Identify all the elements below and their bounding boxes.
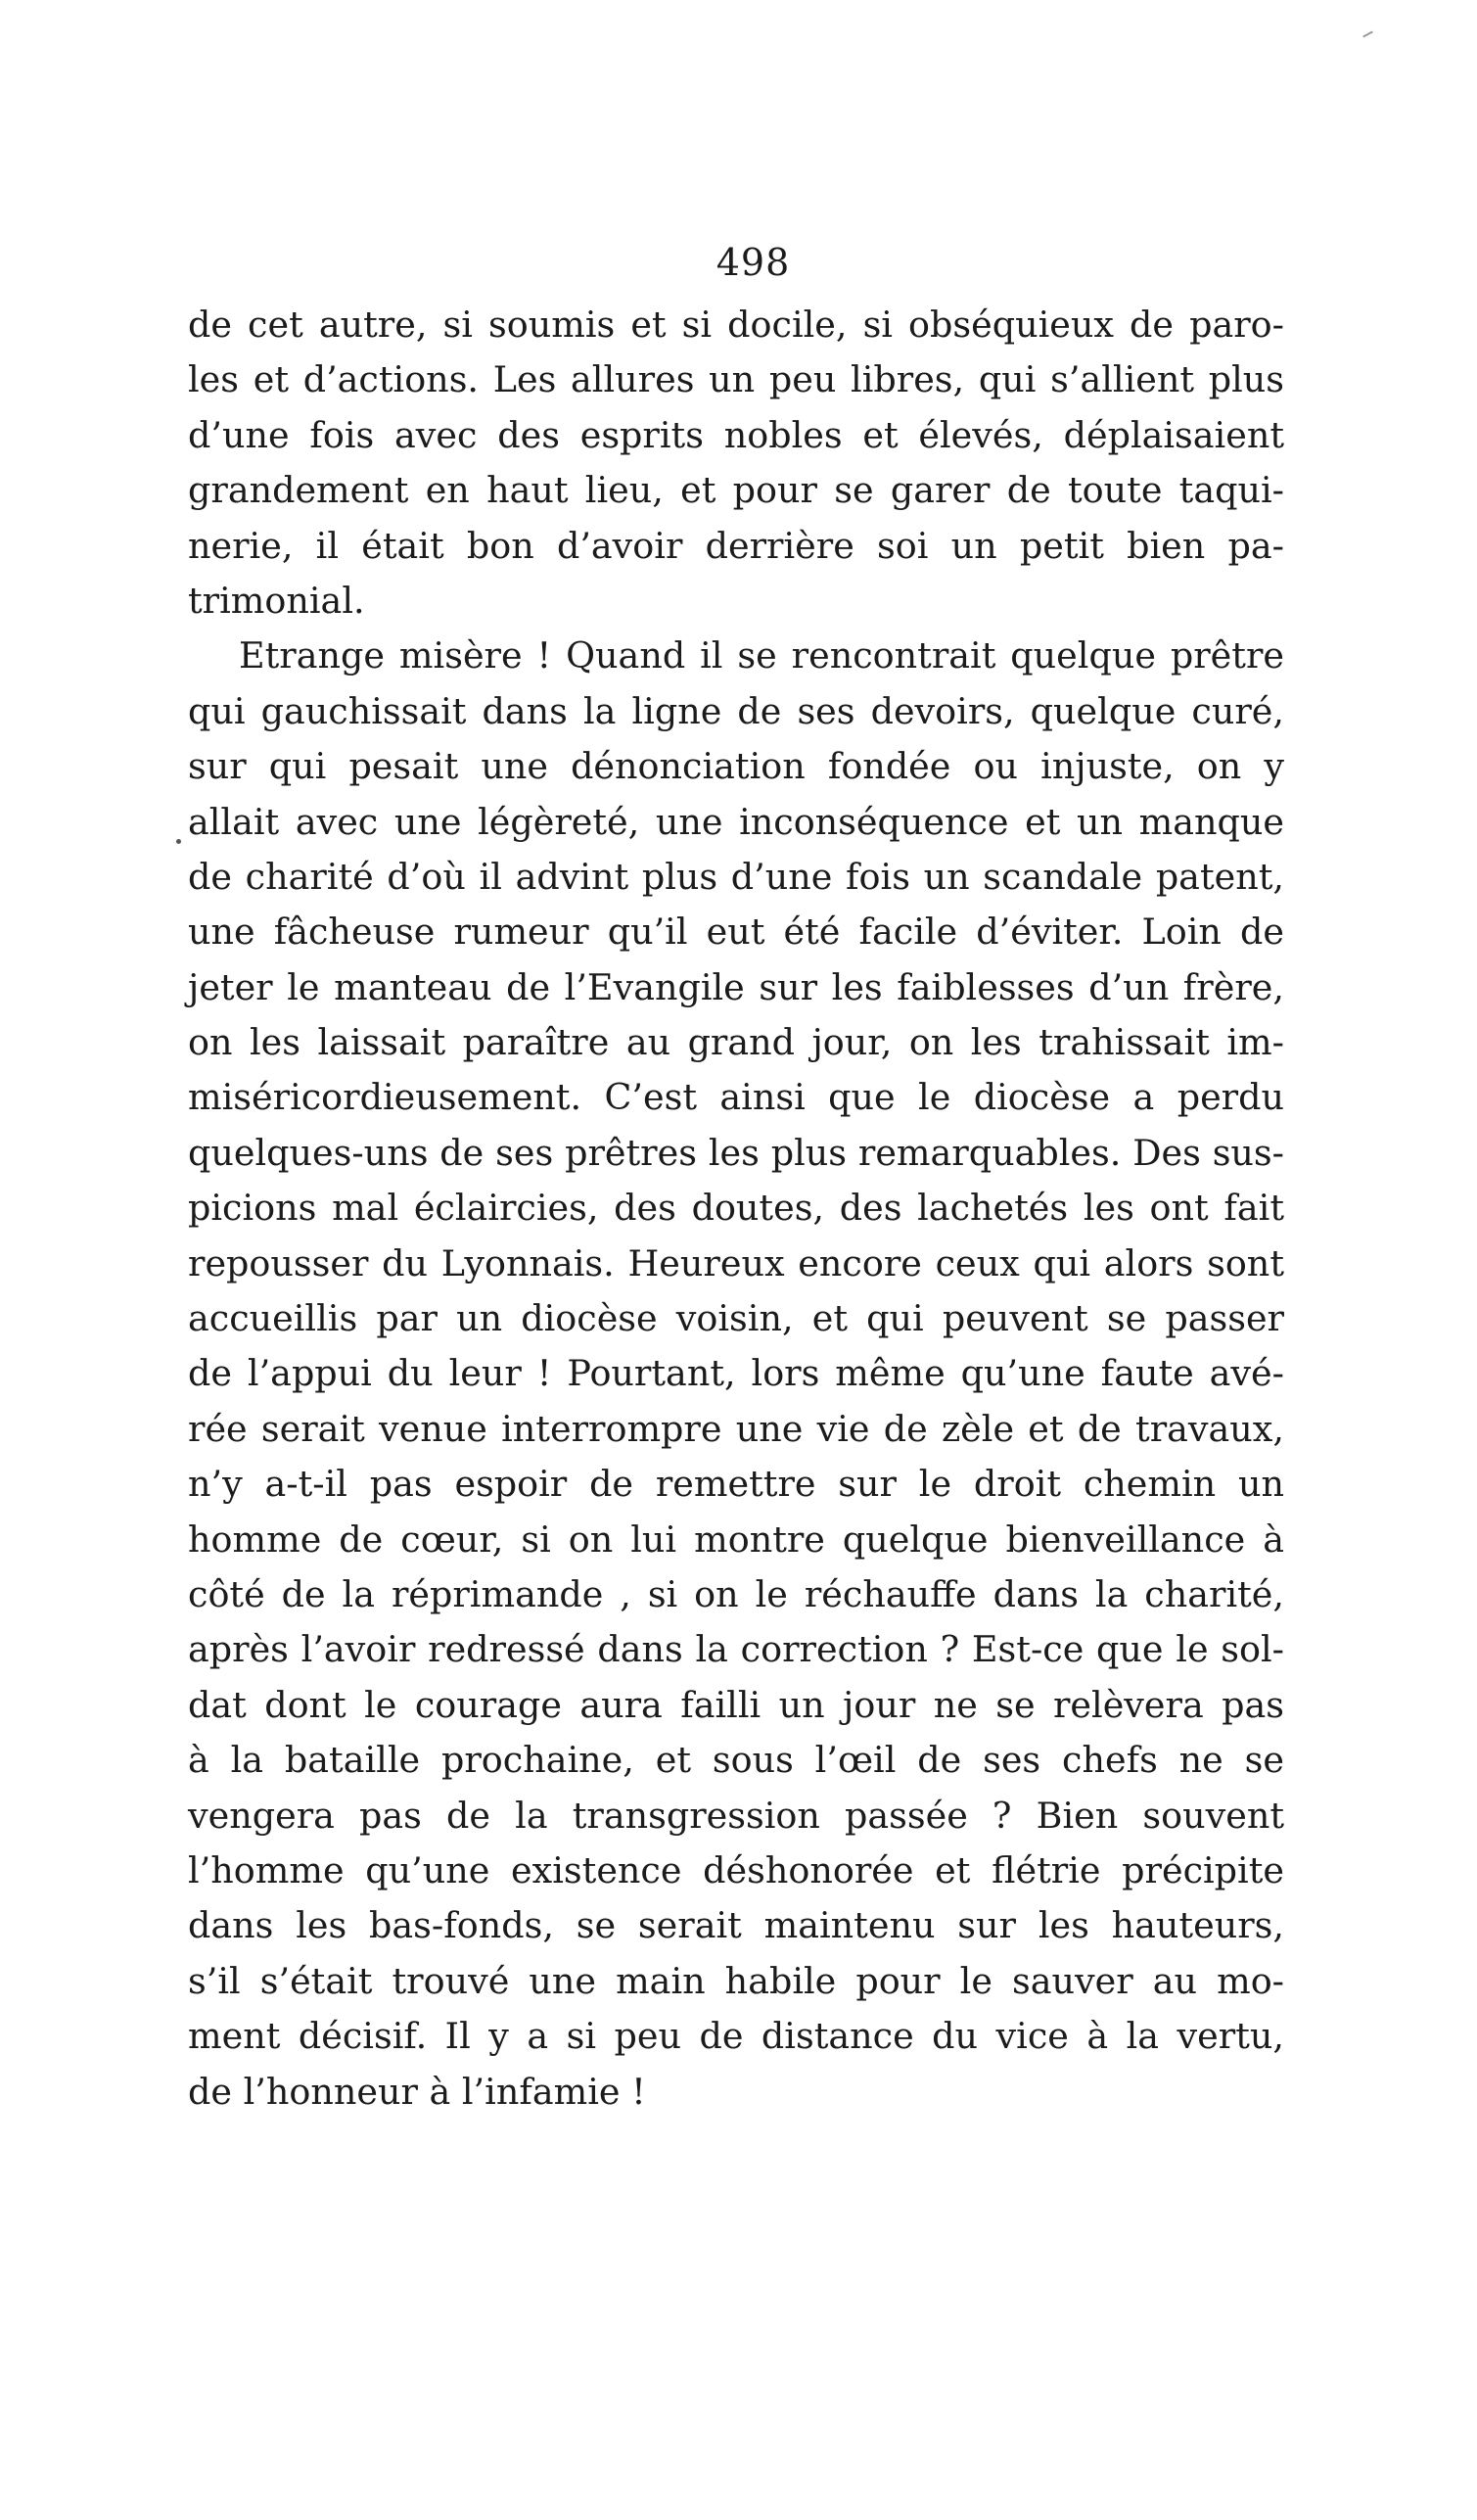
text-line: à la bataille prochaine, et sous l’œil de ses chefs ne se	[188, 1739, 1284, 1782]
text-line: sur qui pesait une dénonciation fondée ou injuste, on y	[188, 745, 1284, 788]
text-line: accueillis par un diocèse voisin, et qui peuvent se passer	[188, 1297, 1284, 1340]
margin-dot	[176, 839, 181, 844]
page-number: 498	[715, 241, 791, 284]
text-line: allait avec une légèreté, une inconséquence et un manque	[188, 800, 1284, 843]
text-line: les et d’actions. Les allures un peu libres, qui s’allient plus	[188, 358, 1284, 401]
text-line: grandement en haut lieu, et pour se garer de toute taqui-	[188, 469, 1284, 512]
text-line: de l’appui du leur ! Pourtant, lors même qu’une faute avé-	[188, 1352, 1284, 1395]
text-line: l’homme qu’une existence déshonorée et flétrie précipite	[188, 1848, 1284, 1891]
text-line: trimonial.	[188, 579, 365, 622]
scan-mark	[1362, 31, 1373, 38]
text-line: vengera pas de la transgression passée ? Bien souvent	[188, 1794, 1284, 1837]
body-text	[188, 298, 1284, 2120]
text-line: n’y a-t-il pas espoir de remettre sur le droit chemin un	[188, 1463, 1284, 1506]
text-line: s’il s’était trouvé une main habile pour le sauver au mo-	[188, 1959, 1284, 2002]
text-line: rée serait venue interrompre une vie de zèle et de travaux,	[188, 1407, 1284, 1450]
text-line: côté de la réprimande , si on le réchauffe dans la charité,	[188, 1572, 1284, 1615]
text-line: d’une fois avec des esprits nobles et élevés, déplaisaient	[188, 413, 1284, 456]
text-line: dat dont le courage aura failli un jour ne se relèvera pas	[188, 1683, 1284, 1726]
text-line: quelques-uns de ses prêtres les plus remarquables. Des sus-	[188, 1131, 1284, 1174]
text-line: jeter le manteau de l’Evangile sur les faiblesses d’un frère,	[188, 965, 1284, 1008]
text-line: une fâcheuse rumeur qu’il eut été facile d’éviter. Loin de	[188, 910, 1284, 954]
text-line: Etrange misère ! Quand il se rencontrait quelque prêtre	[239, 634, 1284, 677]
text-line: qui gauchissait dans la ligne de ses devoirs, quelque curé,	[188, 689, 1284, 732]
text-line: ment décisif. Il y a si peu de distance du vice à la vertu,	[188, 2015, 1284, 2058]
text-line: de charité d’où il advint plus d’une fois un scandale patent,	[188, 855, 1284, 898]
text-line: homme de cœur, si on lui montre quelque bienveillance à	[188, 1517, 1284, 1561]
text-line: de l’honneur à l’infamie !	[188, 2070, 646, 2113]
text-line: on les laissait paraître au grand jour, on les trahissait im-	[188, 1021, 1284, 1064]
text-line: repousser du Lyonnais. Heureux encore ceux qui alors sont	[188, 1241, 1284, 1284]
text-line: après l’avoir redressé dans la correction ? Est-ce que le sol-	[188, 1628, 1284, 1671]
text-line: de cet autre, si soumis et si docile, si obséquieux de paro-	[188, 303, 1284, 346]
text-line: nerie, il était bon d’avoir derrière soi un petit bien pa-	[188, 524, 1284, 567]
text-line: picions mal éclaircies, des doutes, des lachetés les ont fait	[188, 1187, 1284, 1230]
text-line: miséricordieusement. C’est ainsi que le diocèse a perdu	[188, 1076, 1284, 1119]
text-line: dans les bas-fonds, se serait maintenu sur les hauteurs,	[188, 1904, 1284, 1947]
